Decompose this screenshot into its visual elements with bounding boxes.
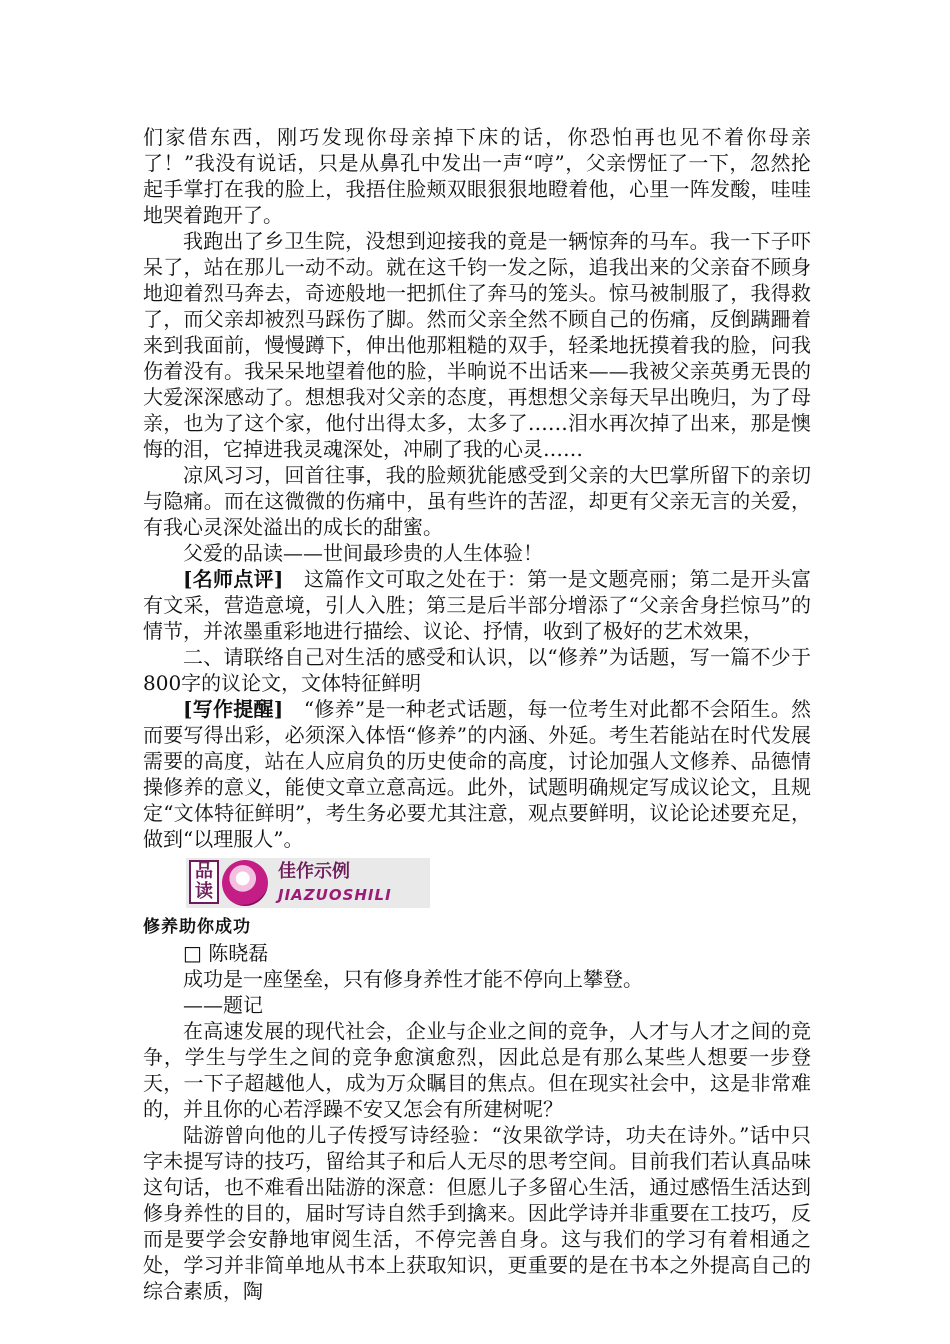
essay-title: 修养助你成功 [143,917,251,937]
sample-essay-badge [186,858,430,908]
comment-label: [名师点评] [183,567,284,591]
teacher-comment [143,566,811,644]
paragraph: 我跑出了乡卫生院，没想到迎接我的竟是一辆惊奔的马车。我一下子吓呆了，站在那儿一动不动。就在这千钧一发之际，追我出来的父亲奋不顾身地迎着烈马奔去，奇迹般地一把抓住了奔马的笼头。惊马被制服了，我得救了，而父亲却被烈马踩伤了脚。然而父亲全然不顾自己的伤痛，反倒蹒跚着来到我面前，慢慢蹲下，伸出他那粗糙的双手，轻柔地抚摸着我的脸，问我伤着没有。我呆呆地望着他的脸，半晌说不出话来——我被父亲英勇无畏的大爱深深感动了。想想我对父亲的态度，再想想父亲每天早出晚归，为了母亲，也为了这个家，他付出得太多，太多了……泪水再次掉了出来，那是懊悔的泪，它掉进我灵魂深处，冲刷了我的心灵…… [143,229,811,461]
document-body [143,124,811,1304]
badge-title: 佳作示例 [278,861,350,882]
writing-tip [143,696,811,852]
tip-label: [写作提醒] [183,697,284,721]
paragraph: 凉风习习，回首往事，我的脸颊犹能感受到父亲的大巴掌所留下的亲切与隐痛。而在这微微的伤痛中，虽有些许的苦涩，却更有父亲无言的关爱，有我心灵深处溢出的成长的甜蜜。 [143,463,811,539]
badge-emblem-bottom: 读 [195,881,213,902]
tip-text: “修养”是一种老式话题，每一位考生对此都不会陌生。然而要写得出彩，必须深入体悟“修养”的内涵、外延。考生若能站在时代发展需要的高度，站在人应肩负的历史使命的高度，讨论加强人文修养、品德情操修养的意义，能使文章立意高远。此外，试题明确规定写成议论文，且规定“文体特征鲜明”，考生务必要尤其注意，观点要鲜明，议论论述要充足，做到“以理服人”。 [143,697,811,851]
teacup-icon [222,860,268,906]
comment-text: 这篇作文可取之处在于：第一是文题亮丽；第二是开头富有文采，营造意境，引人入胜；第三是后半部分增添了“父亲舍身拦惊马”的情节，并浓墨重彩地进行描绘、议论、抒情，收到了极好的艺术效果， [143,567,811,643]
essay-paragraph: 在高速发展的现代社会，企业与企业之间的竞争，人才与人才之间的竞争，学生与学生之间的竞争愈演愈烈，因此总是有那么某些人想要一步登天，一下子超越他人，成为万众瞩目的焦点。但在现实社会中，这是非常难的，并且你的心若浮躁不安又怎会有所建树呢？ [143,1019,811,1121]
essay-epigraph: 成功是一座堡垒，只有修身养性才能不停向上攀登。 [183,967,643,991]
badge-emblem-top: 品 [195,861,213,882]
section-banner [143,858,811,914]
badge-subtitle: JIAZUOSHILI [278,886,392,904]
essay-author: □ 陈晓磊 [183,941,269,965]
badge-emblem [189,860,219,904]
essay-paragraph: 陆游曾向他的儿子传授写诗经验：“汝果欲学诗，功夫在诗外。”话中只字未提写诗的技巧，留给其子和后人无尽的思考空间。目前我们若认真品味这句话，也不难看出陆游的深意：但愿儿子多留心生活，通过感悟生活达到修身养性的目的，届时写诗自然手到擒来。因此学诗并非重要在工技巧，反而是要学会安静地审阅生活，不停完善自身。这与我们的学习有着相通之处，学习并非简单地从书本上获取知识，更重要的是在书本之外提高自己的综合素质，陶 [143,1123,811,1303]
essay-epigraph-source: ——题记 [183,993,263,1017]
paragraph: 父爱的品读——世间最珍贵的人生体验！ [183,541,543,565]
paragraph: 们家借东西，刚巧发现你母亲掉下床的话，你恐怕再也见不着你母亲了！”我没有说话，只是从鼻孔中发出一声“哼”，父亲愣怔了一下，忽然抡起手掌打在我的脸上，我捂住脸颊双眼狠狠地瞪着他，心里一阵发酸，哇哇地哭着跑开了。 [143,125,811,227]
writing-prompt: 二、请联络自己对生活的感受和认识，以“修养”为话题，写一篇不少于800字的议论文，文体特征鲜明 [143,645,811,695]
